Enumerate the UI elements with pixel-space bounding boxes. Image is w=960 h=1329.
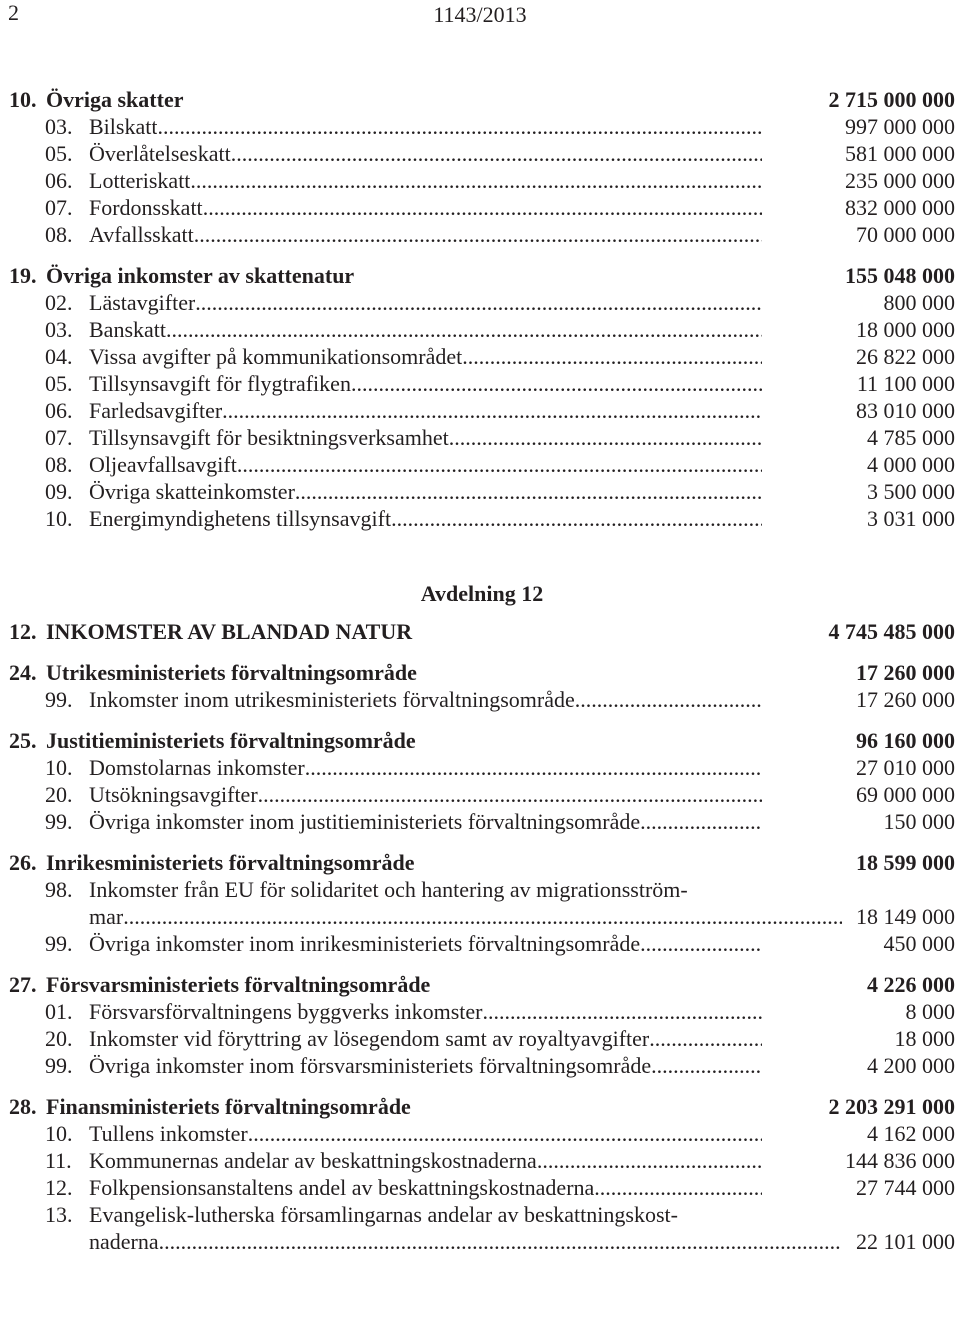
line-item-cell — [9, 478, 762, 505]
item-label: Folkpensionsanstaltens andel av beskattningskostnaderna — [89, 1175, 595, 1200]
item-amount: 3 500 000 — [867, 479, 955, 504]
item-label: Kommunernas andelar av beskattningskostnaderna — [89, 1148, 537, 1173]
item-amount: 69 000 000 — [856, 782, 955, 807]
item-amount: 18 000 000 — [856, 317, 955, 342]
item-number: 10. — [45, 755, 73, 780]
item-number: 01. — [45, 999, 73, 1024]
group-total: 2 203 291 000 — [828, 1094, 955, 1119]
group-number: 10. — [9, 87, 37, 112]
line-item-row — [9, 289, 955, 316]
item-label: Inkomster från EU för solidaritet och hantering av migrationsström- — [89, 877, 688, 902]
item-label: Utsökningsavgifter — [89, 782, 258, 807]
item-amount: 22 101 000 — [856, 1229, 955, 1254]
line-item-cell — [9, 1174, 762, 1201]
item-amount: 17 260 000 — [856, 687, 955, 712]
leader-dots — [123, 903, 842, 930]
line-item-row — [9, 781, 955, 808]
item-amount: 26 822 000 — [856, 344, 955, 369]
group-total: 4 226 000 — [867, 972, 955, 997]
item-label: Fordonsskatt — [89, 195, 203, 220]
item-amount: 4 200 000 — [867, 1053, 955, 1078]
group-total: 155 048 000 — [845, 263, 955, 288]
line-item-row — [9, 424, 955, 451]
line-item-row — [9, 194, 955, 221]
leader-dots — [203, 194, 762, 221]
line-item-cell — [9, 505, 762, 532]
leader-dots — [258, 781, 762, 808]
item-number: 20. — [45, 1026, 73, 1051]
group-total: 96 160 000 — [856, 728, 955, 753]
item-number: 20. — [45, 782, 73, 807]
line-item-cell — [9, 221, 762, 248]
item-number: 99. — [45, 931, 73, 956]
line-item-row — [9, 1120, 955, 1147]
item-amount: 27 010 000 — [856, 755, 955, 780]
item-label-continuation: mar — [89, 904, 124, 929]
line-item-cell — [9, 343, 762, 370]
item-amount: 832 000 000 — [845, 195, 955, 220]
groups-section-a — [9, 86, 955, 532]
group-title-cell — [9, 262, 762, 289]
line-item-cell — [9, 686, 762, 713]
leader-dots — [159, 1228, 842, 1255]
item-number: 99. — [45, 1053, 73, 1078]
leader-dots — [222, 397, 762, 424]
group-title-row — [9, 659, 955, 686]
item-number: 12. — [45, 1175, 73, 1200]
division-title-row — [9, 618, 955, 645]
item-label: Oljeavfallsavgift — [89, 452, 237, 477]
line-item-row — [9, 140, 955, 167]
group-title: Övriga skatter — [46, 87, 184, 112]
item-number: 98. — [45, 877, 73, 902]
item-number: 03. — [45, 317, 73, 342]
line-item-row — [9, 505, 955, 532]
line-item-row — [9, 113, 955, 140]
item-number: 04. — [45, 344, 73, 369]
item-label: Vissa avgifter på kommunikationsområdet — [89, 344, 463, 369]
leader-dots — [157, 113, 762, 140]
leader-dots — [305, 754, 762, 781]
leader-dots — [190, 167, 762, 194]
item-label: Banskatt — [89, 317, 166, 342]
group-number: 24. — [9, 660, 37, 685]
line-item-cell — [9, 140, 762, 167]
line-item-cell — [9, 998, 762, 1025]
item-label-continuation: naderna — [89, 1229, 159, 1254]
budget-group — [9, 849, 955, 957]
item-number: 05. — [45, 141, 73, 166]
item-number: 99. — [45, 809, 73, 834]
line-item-row — [9, 1174, 955, 1201]
line-item-cell — [9, 876, 762, 903]
group-title: Inrikesministeriets förvaltningsområde — [46, 850, 415, 875]
group-number: 28. — [9, 1094, 37, 1119]
group-title: Utrikesministeriets förvaltningsområde — [46, 660, 417, 685]
group-total: 18 599 000 — [856, 850, 955, 875]
group-number: 19. — [9, 263, 37, 288]
group-title-cell — [9, 86, 762, 113]
group-title-row — [9, 1093, 955, 1120]
group-title-row — [9, 971, 955, 998]
budget-table — [9, 86, 955, 1269]
leader-dots — [483, 998, 763, 1025]
group-title-cell — [9, 971, 762, 998]
line-item-cell — [9, 808, 762, 835]
group-title-cell — [9, 727, 762, 754]
item-number: 09. — [45, 479, 73, 504]
item-label: Avfallsskatt — [89, 222, 194, 247]
leader-dots — [651, 1052, 762, 1079]
item-label: Bilskatt — [89, 114, 158, 139]
line-item-cell — [9, 781, 762, 808]
line-item-continuation-cell — [9, 903, 842, 930]
item-label: Övriga inkomster inom inrikesministeriets förvaltningsområde — [89, 931, 641, 956]
item-amount: 581 000 000 — [845, 141, 955, 166]
line-item-continuation-cell — [9, 1228, 842, 1255]
item-label: Övriga skatteinkomster — [89, 479, 295, 504]
item-amount: 450 000 — [883, 931, 955, 956]
group-number: 26. — [9, 850, 37, 875]
division-title: INKOMSTER AV BLANDAD NATUR — [46, 619, 413, 644]
line-item-cell — [9, 1201, 762, 1228]
leader-dots — [166, 316, 762, 343]
item-amount: 150 000 — [883, 809, 955, 834]
budget-group — [9, 262, 955, 532]
leader-dots — [195, 289, 762, 316]
item-amount: 18 000 — [894, 1026, 955, 1051]
leader-dots — [237, 451, 762, 478]
line-item-cell — [9, 289, 762, 316]
item-label: Lästavgifter — [89, 290, 196, 315]
item-amount: 83 010 000 — [856, 398, 955, 423]
item-label: Farledsavgifter — [89, 398, 223, 423]
page-number: 2 — [8, 0, 19, 25]
line-item-cell — [9, 754, 762, 781]
group-title-row — [9, 86, 955, 113]
line-item-row — [9, 876, 955, 903]
item-amount: 8 000 — [905, 999, 955, 1024]
line-item-row — [9, 808, 955, 835]
item-amount: 4 162 000 — [867, 1121, 955, 1146]
line-item-row — [9, 451, 955, 478]
line-item-continuation-row — [9, 1228, 955, 1255]
leader-dots — [640, 808, 762, 835]
division-number: 12. — [9, 619, 37, 644]
line-item-row — [9, 1025, 955, 1052]
document-reference: 1143/2013 — [433, 2, 527, 27]
item-number: 10. — [45, 506, 73, 531]
line-item-cell — [9, 424, 762, 451]
group-total: 2 715 000 000 — [828, 87, 955, 112]
item-amount: 11 100 000 — [856, 371, 955, 396]
item-label: Evangelisk-lutherska församlingarnas andelar av beskattningskost- — [89, 1202, 678, 1227]
line-item-cell — [9, 1120, 762, 1147]
leader-dots — [462, 343, 762, 370]
leader-dots — [295, 478, 762, 505]
leader-dots — [194, 221, 762, 248]
item-label: Överlåtelseskatt — [89, 141, 231, 166]
item-label: Försvarsförvaltningens byggverks inkomster — [89, 999, 483, 1024]
line-item-row — [9, 930, 955, 957]
group-title-row — [9, 727, 955, 754]
line-item-row — [9, 1052, 955, 1079]
line-item-cell — [9, 113, 762, 140]
line-item-row — [9, 316, 955, 343]
leader-dots — [351, 370, 762, 397]
group-number: 27. — [9, 972, 37, 997]
item-amount: 3 031 000 — [867, 506, 955, 531]
item-amount: 800 000 — [883, 290, 955, 315]
item-number: 08. — [45, 222, 73, 247]
budget-group — [9, 727, 955, 835]
budget-group — [9, 86, 955, 248]
line-item-row — [9, 998, 955, 1025]
item-amount: 4 785 000 — [867, 425, 955, 450]
line-item-cell — [9, 930, 762, 957]
item-label: Övriga inkomster inom försvarsministeriets förvaltningsområde — [89, 1053, 652, 1078]
item-number: 10. — [45, 1121, 73, 1146]
budget-group — [9, 659, 955, 713]
item-amount: 144 836 000 — [845, 1148, 955, 1173]
item-number: 07. — [45, 425, 73, 450]
group-title-cell — [9, 849, 762, 876]
line-item-row — [9, 167, 955, 194]
leader-dots — [449, 424, 762, 451]
line-item-cell — [9, 1025, 762, 1052]
item-amount: 70 000 000 — [856, 222, 955, 247]
leader-dots — [640, 930, 762, 957]
item-amount: 18 149 000 — [856, 904, 955, 929]
group-title-cell — [9, 1093, 762, 1120]
line-item-row — [9, 686, 955, 713]
line-item-cell — [9, 167, 762, 194]
line-item-cell — [9, 451, 762, 478]
line-item-cell — [9, 370, 762, 397]
leader-dots — [391, 505, 762, 532]
item-number: 07. — [45, 195, 73, 220]
item-label: Tillsynsavgift för besiktningsverksamhet — [89, 425, 449, 450]
groups-section-b — [9, 659, 955, 1255]
line-item-cell — [9, 194, 762, 221]
leader-dots — [649, 1025, 762, 1052]
item-number: 05. — [45, 371, 73, 396]
item-number: 06. — [45, 398, 73, 423]
group-title-row — [9, 262, 955, 289]
group-title: Övriga inkomster av skattenatur — [46, 263, 355, 288]
item-label: Energimyndighetens tillsynsavgift — [89, 506, 392, 531]
line-item-row — [9, 343, 955, 370]
group-total: 17 260 000 — [856, 660, 955, 685]
item-label: Övriga inkomster inom justitieministeriets förvaltningsområde — [89, 809, 641, 834]
group-title-row — [9, 849, 955, 876]
item-number: 03. — [45, 114, 73, 139]
line-item-cell — [9, 1147, 762, 1174]
item-label: Lotteriskatt — [89, 168, 191, 193]
item-label: Inkomster vid föryttring av lösegendom samt av royaltyavgifter — [89, 1026, 650, 1051]
group-title: Finansministeriets förvaltningsområde — [46, 1094, 411, 1119]
group-title-cell — [9, 659, 762, 686]
item-amount: 4 000 000 — [867, 452, 955, 477]
division-section — [9, 576, 955, 645]
budget-group — [9, 971, 955, 1079]
item-amount: 997 000 000 — [845, 114, 955, 139]
line-item-cell — [9, 397, 762, 424]
line-item-row — [9, 478, 955, 505]
line-item-row — [9, 221, 955, 248]
line-item-row — [9, 397, 955, 424]
division-heading: Avdelning 12 — [420, 581, 544, 606]
line-item-row — [9, 370, 955, 397]
item-number: 99. — [45, 687, 73, 712]
line-item-row — [9, 1201, 955, 1228]
item-number: 13. — [45, 1202, 73, 1227]
item-number: 06. — [45, 168, 73, 193]
budget-group — [9, 1093, 955, 1255]
item-amount: 235 000 000 — [845, 168, 955, 193]
item-number: 11. — [45, 1148, 72, 1173]
item-label: Domstolarnas inkomster — [89, 755, 305, 780]
group-number: 25. — [9, 728, 37, 753]
leader-dots — [537, 1147, 762, 1174]
item-label: Tullens inkomster — [89, 1121, 248, 1146]
line-item-cell — [9, 316, 762, 343]
item-number: 08. — [45, 452, 73, 477]
leader-dots — [231, 140, 762, 167]
item-amount: 27 744 000 — [856, 1175, 955, 1200]
group-title: Försvarsministeriets förvaltningsområde — [46, 972, 431, 997]
item-number: 02. — [45, 290, 73, 315]
leader-dots — [248, 1120, 762, 1147]
division-total: 4 745 485 000 — [828, 619, 955, 644]
leader-dots — [575, 686, 762, 713]
group-title: Justitieministeriets förvaltningsområde — [46, 728, 416, 753]
line-item-row — [9, 1147, 955, 1174]
leader-dots — [594, 1174, 762, 1201]
item-label: Inkomster inom utrikesministeriets förvaltningsområde — [89, 687, 575, 712]
line-item-row — [9, 754, 955, 781]
line-item-cell — [9, 1052, 762, 1079]
item-label: Tillsynsavgift för flygtrafiken — [89, 371, 351, 396]
line-item-continuation-row — [9, 903, 955, 930]
